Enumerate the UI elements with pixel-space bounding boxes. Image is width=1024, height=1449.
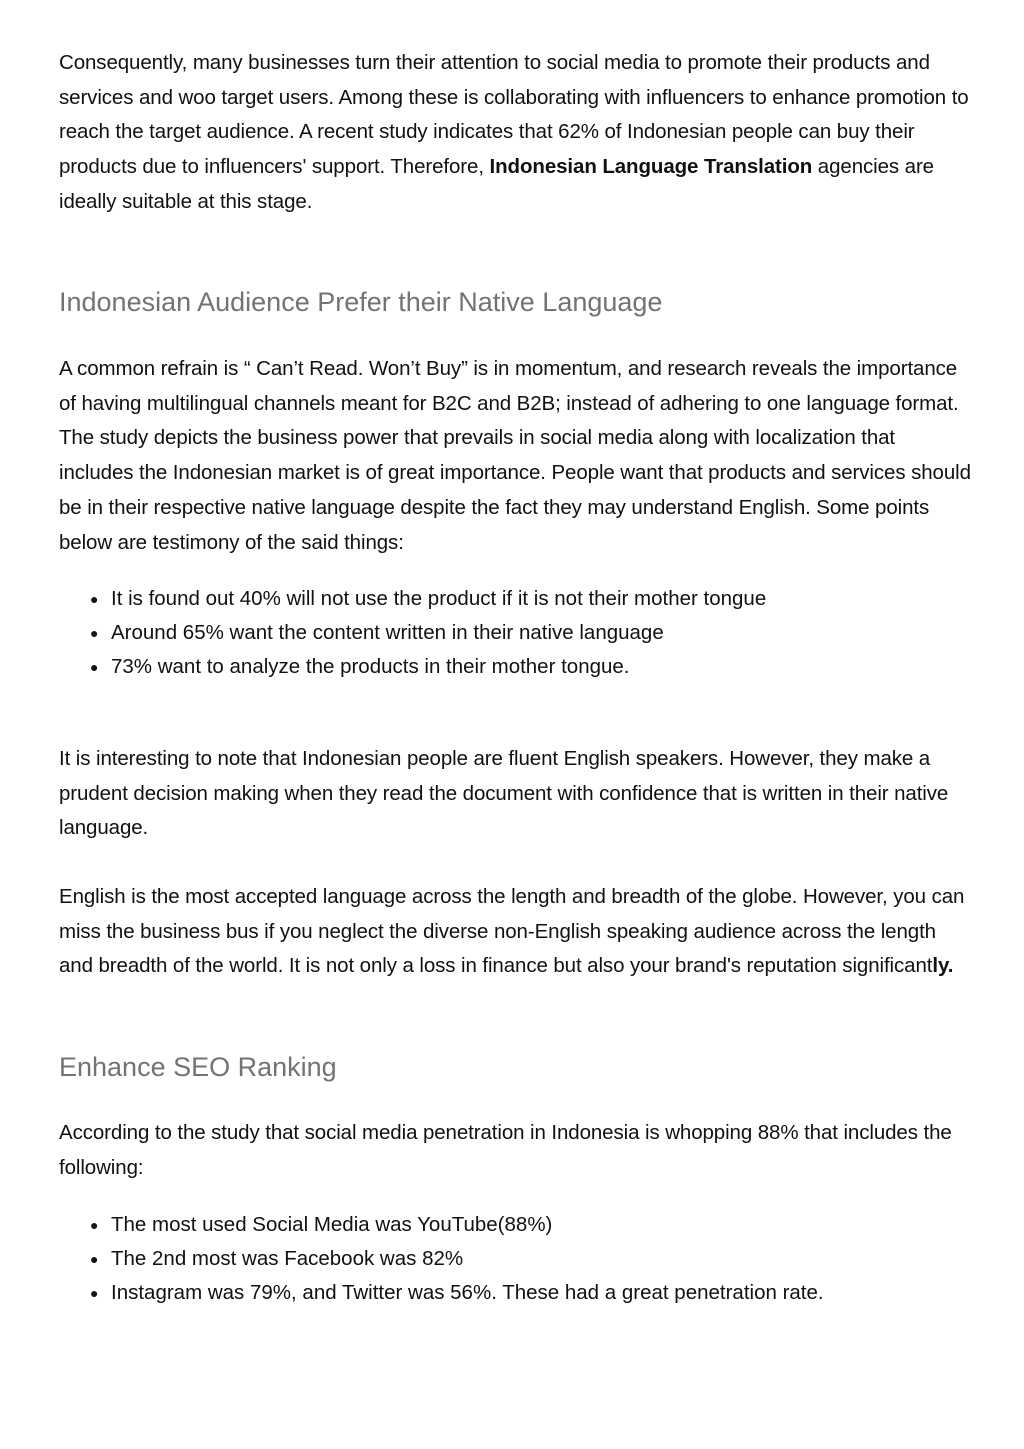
section-heading-seo [59,1050,971,1084]
paragraph-text: According to the study that social media penetration in Indonesia is whopping 88% that includes the following: [59,1121,952,1179]
list-item-text: The most used Social Media was YouTube(88%) [111,1213,553,1236]
list-item [90,1208,971,1242]
bullet-icon: ● [90,591,99,607]
list-item [90,582,971,616]
paragraph-bold-text: ly. [932,954,954,978]
bullet-icon: ● [90,1285,99,1302]
intro-bold-link-text: Indonesian Language Translation [489,155,813,179]
section-heading: Enhance SEO Ranking [59,1052,337,1082]
native-language-paragraph [59,352,971,560]
intro-text-end: agencies are ideally suitable at this stage. [59,155,934,213]
seo-paragraph [59,1116,971,1185]
bullet-icon: ● [90,659,99,676]
intro-text: Consequently, many businesses turn their attention to social media to promote their products and services and woo target users. Among these is collaborating with influencers to enhance promotion to reach the target audience. A recent study indicates that 62% of Indonesian people can buy their products due to influencers' support. Therefore, [59,51,969,179]
native-language-bullet-list [59,582,971,685]
paragraph-text: It is interesting to note that Indonesian people are fluent English speakers. However, they make a prudent decision making when they read the document with confidence that is written in their native language. [59,747,949,840]
list-item-text: Around 65% want the content written in their native language [111,621,664,645]
list-item-text: 73% want to analyze the products in their mother tongue. [111,655,630,679]
accepted-language-paragraph [59,880,971,984]
section-heading-native-language [59,285,971,319]
list-item [90,1242,971,1276]
list-item-text: It is found out 40% will not use the product if it is not their mother tongue [111,587,767,610]
paragraph-text: A common refrain is “ Can’t Read. Won’t Buy” is in momentum, and research reveals the importance of having multilingual channels meant for B2C and B2B; instead of adhering to one language format. The study depicts the business power that prevails in social media along with localization that includes the Indonesian market is of great importance. People want that products and services should be in their respective native language despite the fact they may understand English. Some points below are testimony of the said things: [59,357,971,554]
paragraph-text: English is the most accepted language across the length and breadth of the globe. However, you can miss the business bus if you neglect the diverse non-English speaking audience across the length and breadth of the world. It is not only a loss in finance but also your brand's reputation significant [59,885,965,978]
seo-bullet-list [59,1208,971,1311]
section-heading: Indonesian Audience Prefer their Native Language [59,287,663,317]
bullet-icon: ● [90,1217,99,1233]
intro-paragraph [59,46,971,220]
bullet-icon: ● [90,1251,99,1268]
list-item-text: Instagram was 79%, and Twitter was 56%. These had a great penetration rate. [111,1281,824,1305]
list-item-text: The 2nd most was Facebook was 82% [111,1247,464,1271]
list-item [90,616,971,650]
bullet-icon: ● [90,625,99,642]
list-item [90,650,971,684]
list-item [90,1276,971,1310]
fluent-english-paragraph [59,742,971,846]
